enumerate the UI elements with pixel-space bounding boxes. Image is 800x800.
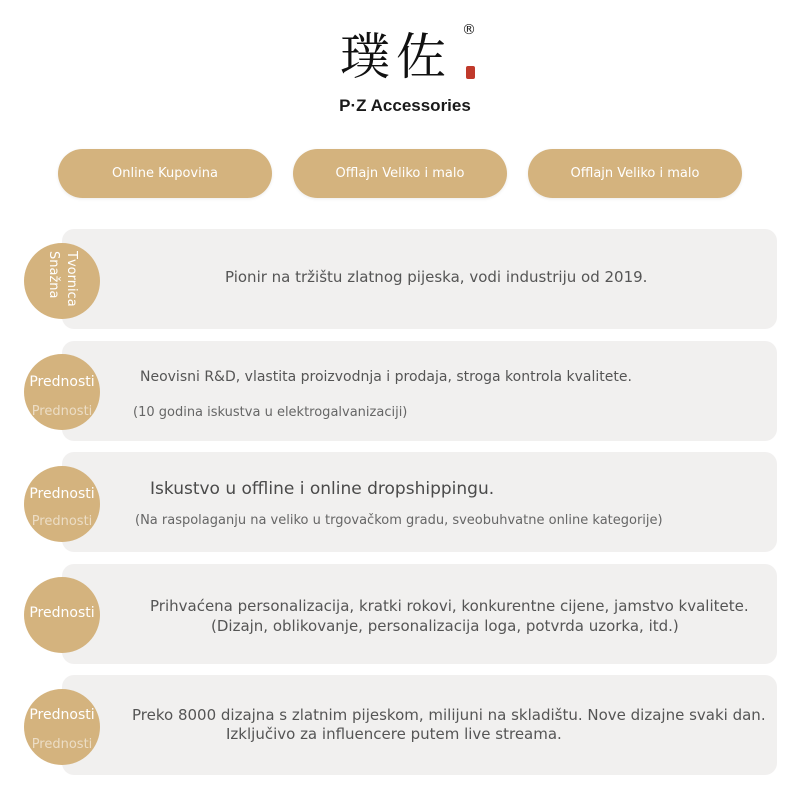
card-4-line-1: Prihvaćena personalizacija, kratki rokovi, konkurentne cijene, jamstvo kvalitete. <box>150 597 749 615</box>
offline-wholesale-button-2[interactable] <box>528 149 742 198</box>
feature-card-rd <box>62 341 777 441</box>
feature-badge-advantages <box>24 466 100 542</box>
card-3-line-1: Iskustvo u offline i online dropshippingu. <box>150 479 495 499</box>
badge-label-factory: Tvornica <box>64 251 79 307</box>
badge-label-echo: Prednosti <box>31 737 93 752</box>
badge-label: Prednosti <box>29 486 95 502</box>
badge-label: Prednosti <box>29 707 95 723</box>
card-2-line-2: (10 godina iskustva u elektrogalvanizaciji) <box>133 405 408 420</box>
feature-badge-advantages <box>24 577 100 653</box>
logo-chinese-text: 璞佐 <box>340 28 452 86</box>
badge-label-strong: Snažna <box>46 251 61 299</box>
badge-label: Prednosti <box>29 605 95 621</box>
card-4-line-2: (Dizajn, oblikovanje, personalizacija loga, potvrda uzorka, itd.) <box>211 617 679 635</box>
card-2-line-1: Neovisni R&D, vlastita proizvodnja i prodaja, stroga kontrola kvalitete. <box>140 369 632 385</box>
offline-wholesale-label-2: Offlajn Veliko i malo <box>570 166 700 181</box>
badge-label-echo: Prednosti <box>31 514 93 529</box>
brand-logo <box>0 0 800 130</box>
card-1-line-1: Pionir na tržištu zlatnog pijeska, vodi industriju od 2019. <box>225 268 648 286</box>
brand-name: P·Z Accessories <box>339 96 471 115</box>
feature-card-dropshipping <box>62 452 777 552</box>
badge-label-echo: Prednosti <box>31 404 93 419</box>
online-shopping-label: Online Kupovina <box>112 166 218 181</box>
offline-wholesale-button[interactable] <box>293 149 507 198</box>
badge-label: Prednosti <box>29 374 95 390</box>
seal-icon <box>466 66 475 79</box>
card-3-line-2: (Na raspolaganju na veliko u trgovačkom gradu, sveobuhvatne online kategorije) <box>135 513 663 528</box>
badge-vertical-text <box>38 251 86 311</box>
offline-wholesale-label: Offlajn Veliko i malo <box>335 166 465 181</box>
feature-badge-advantages <box>24 689 100 765</box>
registered-mark: ® <box>462 22 476 38</box>
card-5-line-1: Preko 8000 dizajna s zlatnim pijeskom, milijuni na skladištu. Nove dizajne svaki dan. <box>132 706 766 724</box>
card-5-line-2: Izključivo za influencere putem live streama. <box>226 725 562 743</box>
online-shopping-button[interactable] <box>58 149 272 198</box>
feature-badge-factory <box>24 243 100 319</box>
feature-badge-advantages <box>24 354 100 430</box>
